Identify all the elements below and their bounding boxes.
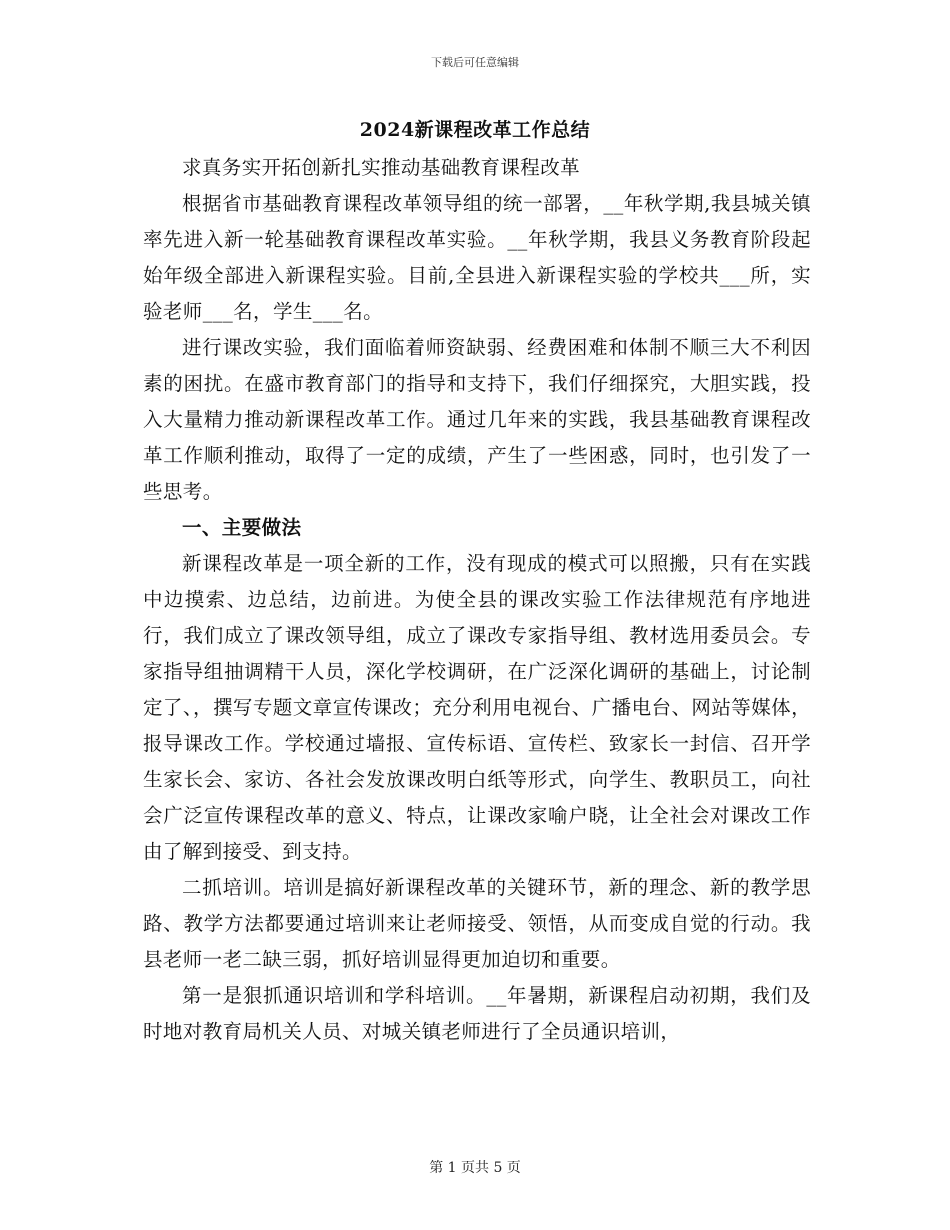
document-body — [143, 150, 811, 1050]
paragraph-background: 进行课改实验，我们面临着师资缺弱、经费困难和体制不顺三大不利因素的困扰。在盛市教育部门的指导和支持下，我们仔细探究，大胆实践，投入大量精力推动新课程改革工作。通过几年来的实践，我县基础教育课程改革工作顺利推动，取得了一定的成绩，产生了一些困惑，同时，也引发了一些思考。 — [143, 336, 811, 503]
paragraph-training-detail: 第一是狠抓通识培训和学科培训。__年暑期，新课程启动初期，我们及时地对教育局机关人员、对城关镇老师进行了全员通识培训， — [143, 984, 811, 1043]
paragraph-intro: 根据省市基础教育课程改革领导组的统一部署，__年秋学期,我县城关镇率先进入新一轮基础教育课程改革实验。__年秋学期，我县义务教育阶段起始年级全部进入新课程实验。目前,全县进入新课程实验的学校共___所，实验老师___名，学生___名。 — [143, 192, 811, 323]
paragraph-training: 二抓培训。培训是搞好新课程改革的关键环节，新的理念、新的教学思路、教学方法都要通过培训来让老师接受、领悟，从而变成自觉的行动。我县老师一老二缺三弱，抓好培训显得更加迫切和重要。 — [143, 876, 811, 971]
page-footer: 第 1 页共 5 页 — [429, 1160, 521, 1176]
document-title: 2024新课程改革工作总结 — [359, 119, 591, 141]
paragraph-practice: 新课程改革是一项全新的工作，没有现成的模式可以照搬，只有在实践中边摸索、边总结，边前进。为使全县的课改实验工作法律规范有序地进行，我们成立了课改领导组，成立了课改专家指导组、教材选用委员会。专家指导组抽调精干人员，深化学校调研，在广泛深化调研的基础上，讨论制定了、，撰写专题文章宣传课改；充分利用电视台、广播电台、网站等媒体，报导课改工作。学校通过墙报、宣传标语、宣传栏、致家长一封信、召开学生家长会、家访、各社会发放课改明白纸等形式，向学生、教职员工，向社会广泛宣传课程改革的意义、特点，让课改家喻户晓，让全社会对课改工作由了解到接受、到支持。 — [143, 552, 811, 863]
paragraph-subtitle: 求真务实开拓创新扎实推动基础教育课程改革 — [182, 156, 581, 179]
header-note: 下载后可任意编辑 — [431, 56, 519, 69]
section-heading: 一、主要做法 — [182, 516, 302, 539]
